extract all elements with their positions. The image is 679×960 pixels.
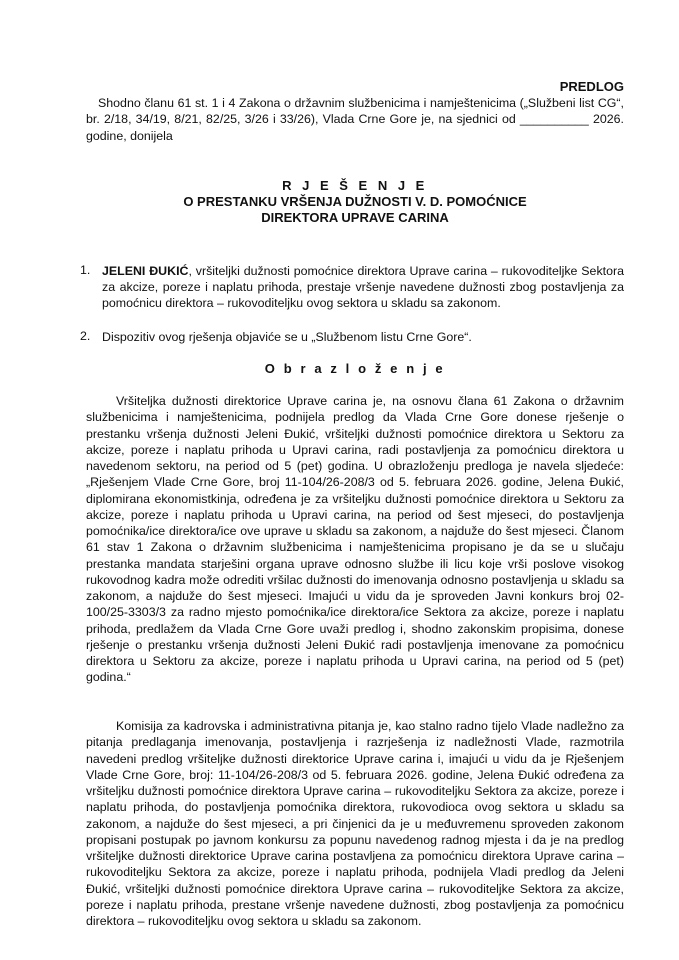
document-title: R J E Š E N J E — [282, 178, 428, 193]
list-item-number: 2. — [80, 329, 91, 343]
list-item-number: 1. — [80, 263, 91, 277]
proposal-label: PREDLOG — [559, 79, 624, 94]
person-name: JELENI ĐUKIĆ — [102, 264, 189, 278]
list-item-text: Dispozitiv ovog rješenja objaviće se u „Službenom listu Crne Gore“. — [102, 330, 472, 344]
reasoning-heading: O b r a z l o ž e n j e — [264, 361, 446, 376]
reasoning-paragraph-1: Vršiteljka dužnosti direktorice Uprave carina je, na osnovu člana 61 Zakona o državnim službenicima i namještenicima, podnijela predlog da Vlada Crne Gore donese rješenje o prestanku vršenja dužnosti Jeleni Đukić, vršiteljki dužnosti pomoćnice direktora u Sektoru za akcize, poreze i naplatu prihoda u Upravi carina, radi postavljenja za pomoćnicu direktora u navedenom sektoru, na period od 5 (pet) godina. U obrazloženju predloga je navela sljedeće: „Rješenjem Vlade Crne Gore, broj 11-104/26-208/3 od 5. februara 2026. godine, Jelena Đukić, diplomirana ekonomistkinja, određena je za vršiteljku dužnosti pomoćnice direktora u Sektoru za akcize, poreze i naplatu prihoda u Upravi carina, na period od šest mjeseci, do postavljenja pomoćnika/ice direktora/ice ove uprave u skladu sa zakonom, a najduže do šest mjeseci. Članom 61 stav 1 Zakona o državnim službenicima i namještenicima propisano je da se u slučaju prestanka mandata starješini organa uprave odnosno službe ili licu koje vrši poslove visokog rukovodnog kadra može odrediti vršilac dužnosti do imenovanja odnosno postavljenja u skladu sa zakonom, a najduže do šest mjeseci. Imajući u vidu da je sproveden Javni konkurs broj 02-100/25-3303/3 za radno mjesto pomoćnika/ice direktora/ice Sektora za akcize, poreze i naplatu prihoda, predlažem da Vlada Crne Gore uvaži predlog i, shodno zakonskim propisima, donese rješenje o prestanku vršenja dužnosti Jeleni Đukić radi postavljenja imenovane za pomoćnicu direktora u Sektoru za akcize, poreze i naplatu prihoda u Upravi carina, na period od 5 (pet) godina.“ — [86, 394, 624, 685]
reasoning-paragraph-2: Komisija za kadrovska i administrativna pitanja je, kao stalno radno tijelo Vlade nadležno za pitanja predlaganja imenovanja, postavljenja i razrješenja iz nadležnosti Vlade, razmotrila navedeni predlog vršiteljke dužnosti direktorice Uprave carina i, imajući u vidu da je Rješenjem Vlade Crne Gore, broj: 11-104/26-208/3 od 5. februara 2026. godine, Jelena Đukić određena za vršiteljku dužnosti pomoćnice direktora Uprave carina – rukovoditeljku Sektora za akcize, poreze i naplatu prihoda, do postavljenja pomoćnika direktora, rukovodioca ovog sektora u skladu sa zakonom, a najduže do šest mjeseci, a pri činjenici da je u međuvremenu sproveden zakonom propisani postupak po javnom konkursu za popunu navedenog radnog mjesta i da je na predlog vršiteljke dužnosti direktorice Uprave carina postavljena za pomoćnicu direktora Uprave carina – rukovoditeljku Sektora za akcize, poreze i naplatu prihoda, podnijela Vladi predlog da Jeleni Đukić, vršiteljki dužnosti pomoćnice direktora Uprave carina – rukovoditeljke Sektora za akcize, poreze i naplatu prihoda, prestane vršenje navedene dužnosti, zbog postavljenja za pomoćnicu direktora – rukovoditeljku ovog sektora u skladu sa zakonom. — [86, 719, 624, 928]
document-subtitle-line1: O PRESTANKU VRŠENJA DUŽNOSTI V. D. POMOĆNICE — [183, 194, 527, 209]
document-subtitle-line2: DIREKTORA UPRAVE CARINA — [261, 210, 449, 225]
list-item-text — [102, 263, 624, 311]
list-item-body: , vršiteljki dužnosti pomoćnice direktora Uprave carina – rukovoditeljke Sektora za akcize, poreze i naplatu prihoda, prestaje vršenje navedene dužnosti zbog postavljenja za pomoćnicu direktora – rukovoditeljku ovog sektora u skladu sa zakonom. — [102, 264, 624, 310]
intro-paragraph: Shodno članu 61 st. 1 i 4 Zakona o državnim službenicima i namještenicima („Službeni list CG“, br. 2/18, 34/19, 8/21, 82/25, 3/26 i 33/26), Vlada Crne Gore je, na sjednici od __________ 2026. godine, donijela — [86, 96, 624, 143]
